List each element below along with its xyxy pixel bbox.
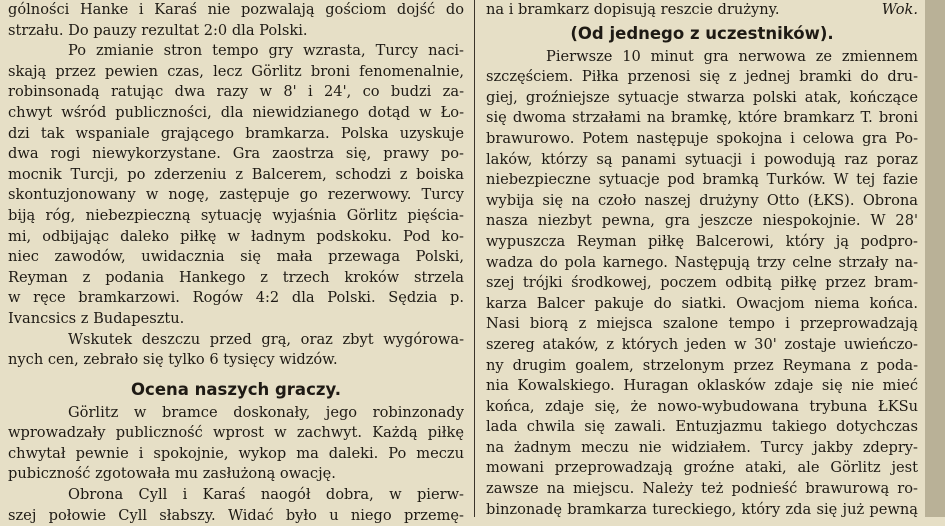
column-divider	[474, 0, 475, 517]
text-line: ny drugim goalem, strzelonym przez Reymana z poda-	[486, 356, 918, 374]
text-line: nasza niezbyt pewna, gra jeszcze niespokojnie. W 28'	[486, 212, 918, 230]
text-line: szczęściem. Piłka przenosi się z jednej bramki do dru-	[486, 68, 918, 86]
text-line: lada chwila się zawali. Entuzjazmu takiego dotychczas	[486, 418, 918, 436]
author-signature: Wok.	[881, 1, 918, 18]
right-column	[486, 0, 918, 520]
player-ratings-paragraph-1	[8, 403, 464, 485]
match-report-paragraph-2	[8, 41, 464, 329]
match-report-paragraph-1	[8, 0, 464, 41]
closing-text: na i bramkarz dopisują reszcie drużyny.	[486, 1, 780, 18]
text-line: robinsonadą ratując dwa razy w 8' i 24', co budzi za-	[8, 83, 464, 101]
text-line: binzonadę bramkarza tureckiego, który zda się już pewną	[486, 500, 918, 518]
text-line: Görlitz w bramce doskonały, jego robinzonady	[68, 403, 464, 421]
text-line: mocnik Turcji, po zderzeniu z Balcerem, schodzi z boiska	[8, 165, 464, 183]
section-heading-player-ratings: Ocena naszych graczy.	[131, 379, 341, 399]
text-line: wybija się na czoło naszej drużyny Otto (ŁKS). Obrona	[486, 191, 918, 209]
text-line: Obrona Cyll i Karaś naogół dobra, w pierw-	[68, 486, 464, 504]
text-line: się dwoma strzałami na bramkę, które bramkarz T. broni	[486, 109, 918, 127]
text-line: Pierwsze 10 minut gra nerwowa ze zmiennem	[546, 47, 918, 65]
participant-account-paragraph	[486, 47, 918, 521]
text-line: nia Kowalskiego. Huragan oklasków zdaje się nie mieć	[486, 377, 918, 395]
text-line: chwyt wśród publiczności, dla niewidzianego dotąd w Ło-	[8, 103, 464, 121]
text-line: na żadnym meczu nie widziałem. Turcy jakby zdepry-	[486, 438, 918, 456]
match-report-paragraph-3	[8, 330, 464, 371]
text-line: brawurowo. Potem następuje spokojna i celowa gra Po-	[486, 129, 918, 147]
text-line: szej połowie Cyll słabszy. Widać było u niego przemę-	[8, 506, 464, 524]
text-line: Po zmianie stron tempo gry wzrasta, Turcy naci-	[68, 42, 464, 60]
text-line: szereg ataków, z których jeden w 30' zostaje uwieńczo-	[486, 335, 918, 353]
text-line: chwytał pewnie i spokojnie, wykop ma daleki. Po meczu	[8, 444, 464, 462]
text-line: niebezpieczne sytuacje pod bramką Turków. W tej fazie	[486, 171, 918, 189]
text-line: giej, groźniejsze sytuacje stwarza polski atak, kończące	[486, 88, 918, 106]
page-edge	[925, 0, 945, 517]
text-line: niec zawodów, uwidacznia się mała przewaga Polski,	[8, 248, 464, 266]
text-line: Reyman z podania Hankego z trzech kroków strzela	[8, 268, 464, 286]
text-line: wadza do pola karnego. Następują trzy celne strzały na-	[486, 253, 918, 271]
text-line: Ivancsics z Budapesztu.	[8, 309, 185, 327]
text-line: pubiczność zgotowała mu zasłużoną owację.	[8, 465, 336, 483]
text-line: Nasi biorą z miejsca szalone tempo i przeprowadzają	[486, 315, 918, 333]
text-line: wprowadzały publiczność wprost w zachwyt. Każdą piłkę	[8, 424, 464, 442]
player-ratings-paragraph-2	[8, 485, 464, 526]
text-line: skontuzjonowany w nogę, zastępuje go rezerwowy. Turcy	[8, 186, 464, 204]
text-line: dzi tak wspaniale grającego bramkarza. Polska uzyskuje	[8, 124, 464, 142]
text-line: mi, odbijając daleko piłkę w ładnym podskoku. Pod ko-	[8, 227, 464, 245]
report-closing-line	[486, 0, 918, 21]
text-line: laków, którzy są panami sytuacji i powodują raz poraz	[486, 150, 918, 168]
text-line: wypuszcza Reyman piłkę Balcerowi, który ją podpro-	[486, 232, 918, 250]
text-line: biją róg, niebezpieczną sytuację wyjaśnia Görlitz pięścia-	[8, 206, 464, 224]
text-line: zawsze na miejscu. Należy też podnieść brawurową ro-	[486, 480, 918, 498]
text-line: dwa rogi niewykorzystane. Gra zaostrza się, prawy po-	[8, 145, 464, 163]
text-line: karza Balcer pakuje do siatki. Owacjom niema końca.	[486, 294, 918, 312]
left-column	[8, 0, 464, 526]
text-line: mowani przeprowadzają groźne ataki, ale Görlitz jest	[486, 459, 918, 477]
text-line: końca, zdaje się, że nowo-wybudowana trybuna ŁKSu	[486, 397, 918, 415]
section-heading-participant: (Od jednego z uczestników).	[570, 23, 834, 43]
text-line: Wskutek deszczu przed grą, oraz zbyt wygórowa-	[68, 330, 464, 348]
text-line: strzału. Do pauzy rezultat 2:0 dla Polski.	[8, 21, 308, 39]
text-line: szej trójki środkowej, poczem odbitą piłkę przez bram-	[486, 274, 918, 292]
text-line: w ręce bramkarzowi. Rogów 4:2 dla Polski. Sędzia p.	[8, 289, 464, 307]
text-line: skają przez pewien czas, lecz Görlitz broni fenomenalnie,	[8, 62, 464, 80]
text-line: gólności Hanke i Karaś nie pozwalają gościom dojść do	[8, 1, 464, 18]
text-line: nych cen, zebrało się tylko 6 tysięcy widzów.	[8, 351, 338, 369]
